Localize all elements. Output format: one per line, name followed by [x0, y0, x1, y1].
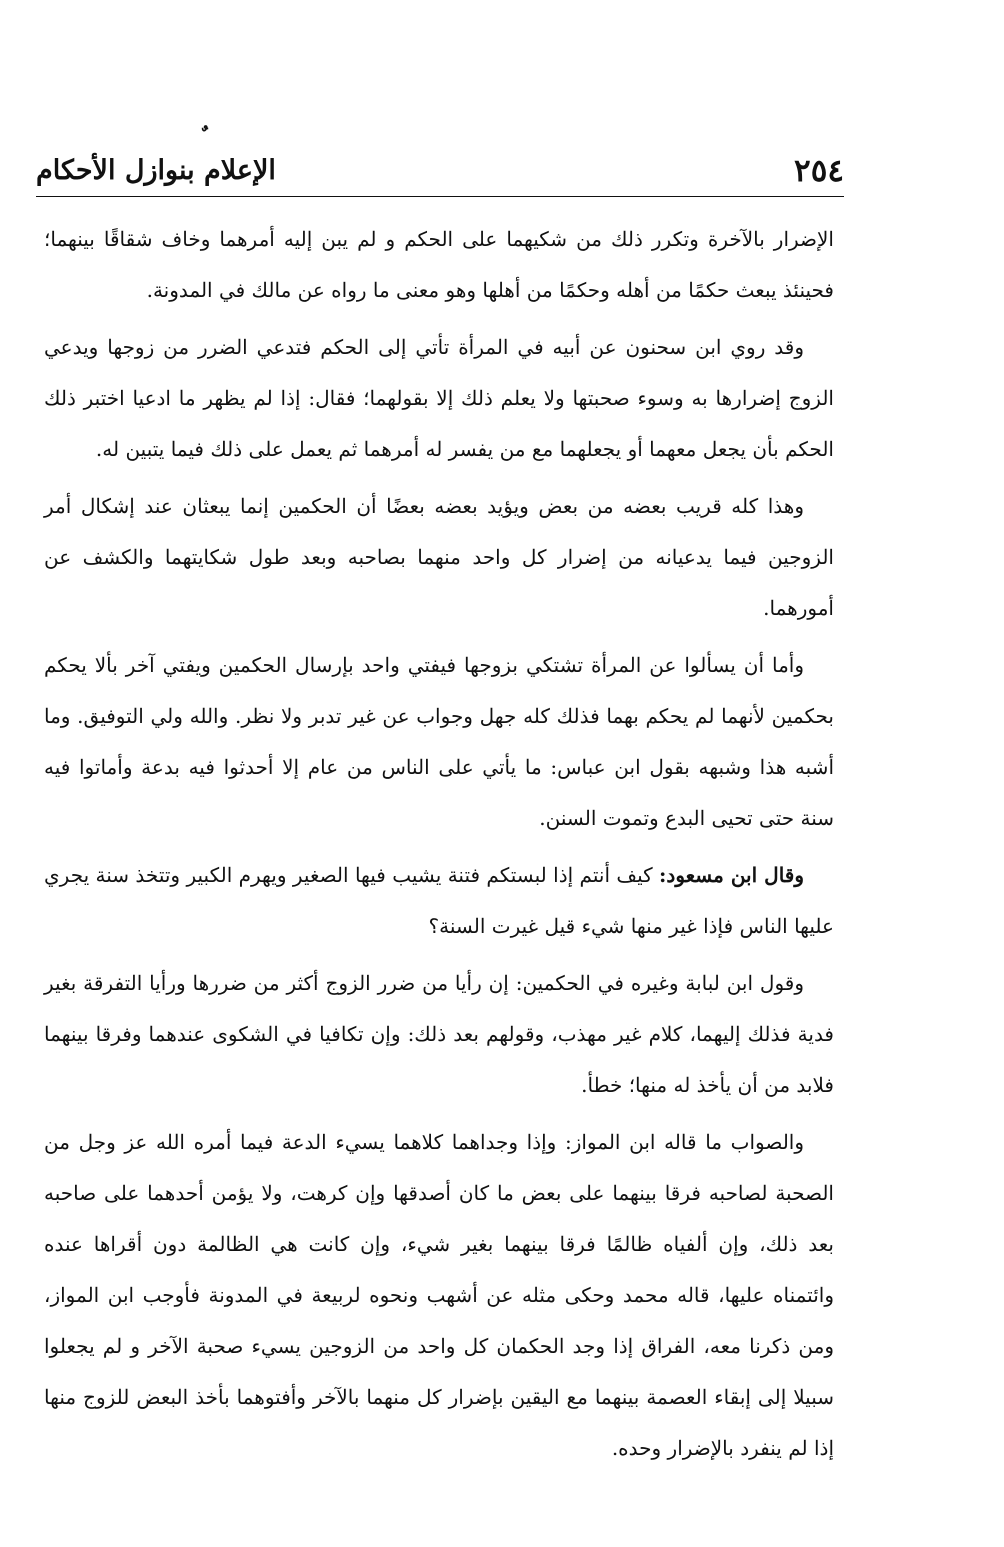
book-title: الإعلام بنوازل الأحكام: [36, 155, 276, 186]
paragraph-text: والصواب ما قاله ابن المواز: وإذا وجداهما كلاهما يسيء الدعة فيما أمره الله عز وجل من الصحبة لصاحبه فرقا بينهما على بعض ما كان أصدقها وإن كرهت، ولا يؤمن أحدهما على صاحبه بعد ذلك، وإن ألفياه ظالمًا فرقا بينهما بغير شيء، وإن كانت هي الظالمة دون أقراها عنده وائتمناه عليها، قاله محمد وحكى مثله عن أشهب ونحوه لربيعة في المدونة فأوجب ابن المواز، ومن ذكرنا معه، الفراق إذا وجد الحكمان كل واحد من الزوجين يسيء صحبة الآخر و لم يجعلوا سبيلا إلى إبقاء العصمة بينهما مع اليقين بإضرار كل منهما بالآخر وأفتوهما بأخذ البعض للزوج منها إذا لم ينفرد بالإضرار وحده.: [44, 1130, 834, 1460]
running-header: [36, 150, 844, 196]
paragraph-text: وأما أن يسألوا عن المرأة تشتكي بزوجها فيفتي واحد بإرسال الحكمين ويفتي آخر بألا يحكم بحكمين لأنهما لم يحكم بهما فذلك كله جهل وجواب عن غير تدبر ولا نظر. والله ولي التوفيق. وما أشبه هذا وشبهه بقول ابن عباس: ما يأتي على الناس من عام إلا أحدثوا فيه بدعة وأماتوا فيه سنة حتى تحيى البدع وتموت السنن.: [44, 653, 834, 830]
paragraph: [44, 850, 834, 952]
paragraph: [44, 640, 834, 844]
paragraph: [44, 322, 834, 475]
paragraph-text: كيف أنتم إذا لبستكم فتنة يشيب فيها الصغير ويهرم الكبير وتتخذ سنة يجري عليها الناس فإذا غير منها شيء قيل غيرت السنة؟: [44, 863, 834, 938]
paragraph: [44, 481, 834, 634]
paragraph-lead: وقال ابن مسعود:: [659, 863, 805, 887]
paragraph-text: وقول ابن لبابة وغيره في الحكمين: إن رأيا من ضرر الزوج أكثر من ضررها ورأيا التفرقة بغير فدية فذلك إليهما، كلام غير مهذب، وقولهم بعد ذلك: وإن تكافيا في الشكوى عندهما وفرقا بينهما فلابد من أن يأخذ له منها؛ خطأ.: [44, 971, 834, 1097]
paragraph-text: وقد روي ابن سحنون عن أبيه في المرأة تأتي إلى الحكم فتدعي الضرر من زوجها ويدعي الزوج إضرارها به وسوء صحبتها ولا يعلم ذلك إلا بقولهما؛ فقال: إذا لم يظهر ما ادعيا اختبر ذلك الحكم بأن يجعل معهما أو يجعلهما مع من يفسر له أمرهما ثم يعمل على ذلك فيما يتبين له.: [44, 335, 834, 461]
paragraph-text: وهذا كله قريب بعضه من بعض ويؤيد بعضه بعضًا أن الحكمين إنما يبعثان عند إشكال أمر الزوجين فيما يدعيانه من إضرار كل واحد منهما بصاحبه وبعد طول شكايتهما والكشف عن أمورهما.: [44, 494, 834, 620]
page-body: [44, 214, 834, 1480]
paragraph: [44, 1117, 834, 1474]
paragraph: [44, 214, 834, 316]
page-number: ٢٥٤: [794, 153, 844, 189]
paragraph: [44, 958, 834, 1111]
paragraph-text: الإضرار بالآخرة وتكرر ذلك من شكيهما على الحكم و لم يبن إليه أمرهما وخاف شقاقًا بينهما؛ فحينئذ يبعث حكمًا من أهله وحكمًا من أهلها وهو معنى ما رواه عن مالك في المدونة.: [44, 227, 834, 302]
header-rule: [36, 196, 844, 197]
